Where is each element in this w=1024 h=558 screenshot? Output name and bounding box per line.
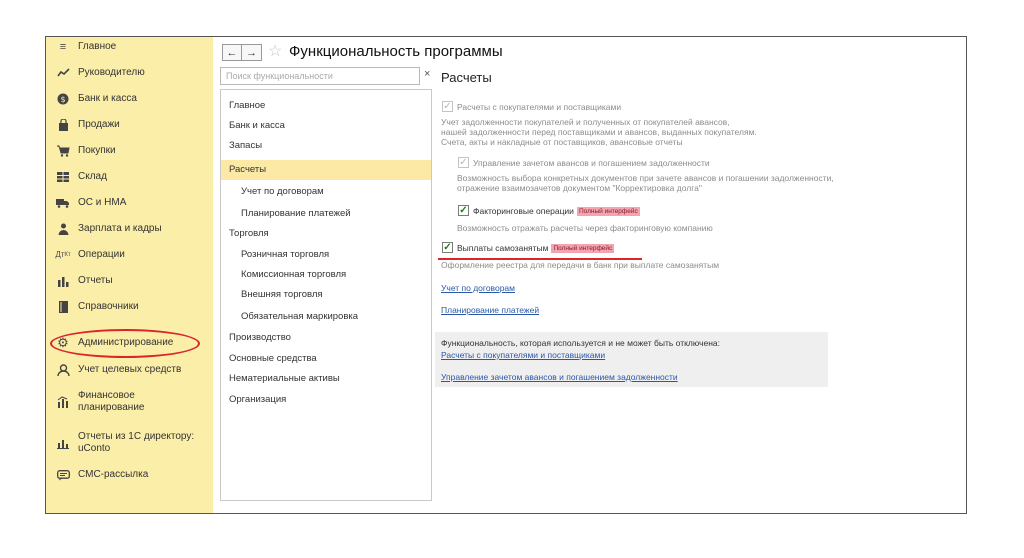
section-fixed-assets[interactable]: Основные средства xyxy=(229,353,317,364)
bar-chart-icon xyxy=(56,274,70,288)
checkbox-self-employed[interactable]: ✓ xyxy=(443,242,452,253)
favorite-star-icon[interactable]: ☆ xyxy=(268,43,283,60)
option-self-employed-desc: Оформление реестра для передачи в банк при выплате самозанятым xyxy=(441,260,720,270)
checkbox-advances[interactable]: ✓ xyxy=(459,157,468,168)
link-payment-planning[interactable]: Планирование платежей xyxy=(441,305,540,315)
section-payment-planning[interactable]: Планирование платежей xyxy=(241,208,351,219)
sidebar-item-administration[interactable]: ⚙ Администрирование xyxy=(57,335,174,350)
option-advances-desc: отражение взаимозачетов документом "Корректировка долга" xyxy=(457,183,702,193)
section-contracts[interactable]: Учет по договорам xyxy=(241,186,324,197)
bank-icon xyxy=(56,92,70,106)
section-foreign-trade[interactable]: Внешняя торговля xyxy=(241,289,323,300)
option-advances-desc: Возможность выбора конкретных документов при зачете авансов и погашении задолженности, xyxy=(457,173,834,183)
section-stock[interactable]: Запасы xyxy=(229,140,263,151)
sms-icon xyxy=(56,468,70,482)
sidebar-item-target-funds[interactable]: Учет целевых средств xyxy=(46,362,213,378)
section-organization[interactable]: Организация xyxy=(229,394,287,405)
sections-list xyxy=(220,89,432,501)
option-factoring-desc: Возможность отражать расчеты через факторинговую компанию xyxy=(457,223,713,233)
truck-icon xyxy=(56,196,70,210)
menu-icon: ≡ xyxy=(59,41,67,53)
sidebar-item-sales[interactable]: Продажи xyxy=(46,117,213,133)
trend-icon xyxy=(56,66,70,80)
sidebar-item-salary[interactable]: Зарплата и кадры xyxy=(46,221,213,237)
section-bank[interactable]: Банк и касса xyxy=(229,120,285,131)
option-factoring-label: Факторинговые операции Полный интерфейс xyxy=(473,206,638,216)
option-settlements-desc: нашей задолженности перед поставщиками и авансов, выданных покупателям. xyxy=(441,127,757,137)
section-marking[interactable]: Обязательная маркировка xyxy=(241,311,359,322)
sales-bag-icon xyxy=(56,118,70,132)
sidebar-item-warehouse[interactable]: Склад xyxy=(46,169,213,185)
sidebar-item-main[interactable]: ≡ Главное xyxy=(46,39,213,55)
warehouse-icon xyxy=(56,170,70,184)
section-retail[interactable]: Розничная торговля xyxy=(241,249,330,260)
option-settlements-desc: Счета, акты и накладные от поставщиков, авансовые отчеты xyxy=(441,137,683,147)
link-advances[interactable]: Управление зачетом авансов и погашением задолженности xyxy=(441,372,678,382)
section-settlements[interactable]: Расчеты xyxy=(221,160,431,180)
link-settlements[interactable]: Расчеты с покупателями и поставщиками xyxy=(441,350,606,360)
section-intangible[interactable]: Нематериальные активы xyxy=(229,373,340,384)
back-button[interactable]: ← xyxy=(222,44,242,61)
sidebar-item-operations[interactable]: Дт Кт Операции xyxy=(55,249,125,260)
sidebar-item-fixed-assets[interactable]: ОС и НМА xyxy=(46,195,213,211)
finance-chart-icon xyxy=(56,395,70,409)
option-self-employed-label: Выплаты самозанятым Полный интерфейс xyxy=(457,243,613,253)
sidebar-item-purchases[interactable]: Покупки xyxy=(46,143,213,159)
section-commission[interactable]: Комиссионная торговля xyxy=(241,269,347,280)
full-interface-badge: Полный интерфейс xyxy=(553,245,613,253)
gear-icon: ⚙ xyxy=(57,335,69,350)
section-main[interactable]: Главное xyxy=(229,100,266,111)
clear-search-icon[interactable]: × xyxy=(424,68,431,80)
sidebar-item-financial-planning[interactable]: Финансовое планирование xyxy=(46,388,213,416)
section-title: Расчеты xyxy=(441,70,492,85)
sidebar-item-references[interactable]: Справочники xyxy=(46,299,213,315)
sidebar-item-manager[interactable]: Руководителю xyxy=(46,65,213,81)
svg-text:$: $ xyxy=(60,95,66,104)
option-settlements-desc: Учет задолженности покупателей и полученных от покупателей авансов, xyxy=(441,117,730,127)
person-icon xyxy=(56,222,70,236)
page-title: Функциональность программы xyxy=(289,43,503,60)
people-icon xyxy=(56,363,70,377)
option-settlements-label: Расчеты с покупателями и поставщиками xyxy=(457,102,622,112)
app-window xyxy=(45,36,967,514)
sidebar xyxy=(46,37,213,513)
full-interface-badge: Полный интерфейс xyxy=(578,208,638,216)
sidebar-item-bank[interactable]: $ Банк и касса xyxy=(46,91,213,107)
checkbox-settlements[interactable]: ✓ xyxy=(443,101,452,112)
option-advances-label: Управление зачетом авансов и погашением задолженности xyxy=(473,158,710,168)
book-icon xyxy=(56,300,70,314)
sidebar-item-director-reports[interactable]: Отчеты из 1С директору: uConto xyxy=(46,429,213,457)
forward-button[interactable]: → xyxy=(242,44,262,61)
nav-buttons xyxy=(222,44,262,61)
section-trade[interactable]: Торговля xyxy=(229,228,269,239)
sidebar-item-reports[interactable]: Отчеты xyxy=(46,273,213,289)
operations-icon: Дт Кт xyxy=(55,250,71,259)
cart-icon xyxy=(56,144,70,158)
sidebar-item-sms[interactable]: СМС-рассылка xyxy=(46,467,213,483)
checkbox-factoring[interactable]: ✓ xyxy=(459,205,468,216)
report-chart-icon xyxy=(56,436,70,450)
always-on-text: Функциональность, которая используется и не может быть отключена: xyxy=(441,338,720,348)
link-contracts[interactable]: Учет по договорам xyxy=(441,283,515,293)
section-production[interactable]: Производство xyxy=(229,332,291,343)
search-input[interactable]: Поиск функциональности xyxy=(220,67,420,85)
